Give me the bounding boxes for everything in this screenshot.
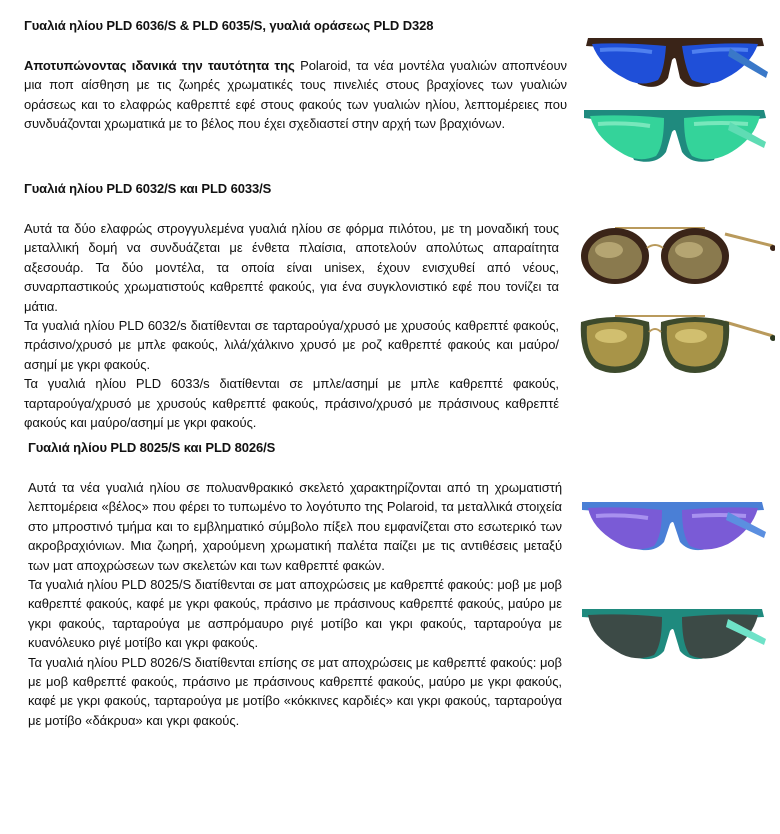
section-heading: Γυαλιά ηλίου PLD 8025/S και PLD 8026/S [28,440,276,455]
sunglasses-aviator-green-gold-icon [575,306,775,381]
intro-bold-text: Αποτυπώνοντας ιδανικά την ταυτότητα της [24,58,295,73]
sunglasses-blue-purple-mirror-icon [578,488,768,560]
sunglasses-teal-green-mirror-icon [580,100,770,170]
section-paragraph: Αυτά τα νέα γυαλιά ηλίου σε πολυανθρακικό σκελετό χαρακτηρίζονται από τη χρωματιστή λεπτομέρεια «βέλος» που φέρει το τυπωμένο το λογότυπο της Polaroid, τα μεταλλικά στοιχεία στο μπροστινό τμήμα και το εμβληματικό σύμβολο πίξελ που εμφανίζεται στο εσωτερικό των ακροβραχιόνιων. Μια ζωηρή, χαρούμενη χρωματική παλέτα παίζει με τις αντιθέσεις μεταξύ των ματ αποχρώσεων των σκελετών και των καθρεπτέ φακών. [28,480,562,573]
section-paragraph: Τα γυαλιά ηλίου PLD 8026/S διατίθενται επίσης σε ματ αποχρώσεις με καθρεπτέ φακούς: μοβ με μοβ καθρεπτέ φακούς, πράσινο με πράσινους καθρεπτέ φακούς, μαύρο με γκρι φακούς, καφέ με γκρι φακούς, ταρταρούγα με μοτίβο «κόκκινες καρδιές» και γκρι φακούς, ταρταρούγα με μοτίβο «δάκρυα» και γκρι φακούς. [28,654,562,728]
section-pld8025 [28,440,562,730]
intro-text: Polaroid, τα νέα μοντέλα γυαλιών αποπνέουν μια ποπ αίσθηση με τις ζωηρές χρωματικές τους πινελιές στους βραχίονες των γυαλιών οράσεως και το ελαφρώς καθρεπτέ εφέ στους φακούς των γυαλιών ηλίου, λεπτομέρειες που συνδυάζονται χρωματικά με το βέλος που έχει σχεδιαστεί στην αρχή των βραχιόνων. [24,58,567,132]
sunglasses-tortoise-blue-mirror-icon [580,26,770,96]
section-paragraph: Τα γυαλιά ηλίου PLD 6032/s διατίθενται σε ταρταρούγα/χρυσό με χρυσούς καθρεπτέ φακούς, πράσινο/χρυσό με μπλε φακούς, λιλά/χάλκινο χρυσό με ροζ καθρεπτέ φακούς και μαύρο/ασημί με γκρι φακούς. [24,318,559,372]
section-pld6032 [24,181,559,432]
sunglasses-teal-grey-lens-icon [578,597,768,669]
section-paragraph [24,56,567,134]
section-heading: Γυαλιά ηλίου PLD 6032/S και PLD 6033/S [24,181,272,196]
section-pld6036 [24,18,567,134]
section-paragraph: Αυτά τα δύο ελαφρώς στρογγυλεμένα γυαλιά ηλίου σε φόρμα πιλότου, με τη μοναδική τους μεταλλική δομή να συνδυάζεται με ένθετα πλαίσια, αποτελούν απολύτως απαραίτητα αξεσουάρ. Τα δύο μοντέλα, τα οποία είναι unisex, έχουν ενισχυθεί από νέους, συναρπαστικούς χρωματιστούς καθρεπτέ φακούς, για ένα συγκλονιστικό εφέ που τονίζει τα μάτια. [24,221,559,314]
sunglasses-aviator-tortoise-gold-icon [575,216,775,291]
section-paragraph: Τα γυαλιά ηλίου PLD 6033/s διατίθενται σε μπλε/ασημί με μπλε καθρεπτέ φακούς, ταρταρούγα/χρυσό με χρυσούς καθρεπτέ φακούς, πράσινο/χρυσό με πράσινους καθρεπτέ φακούς και μαύρο/ασημί με γκρι φακούς. [24,376,559,431]
section-paragraph: Τα γυαλιά ηλίου PLD 8025/S διατίθενται σε ματ αποχρώσεις με καθρεπτέ φακούς: μοβ με μοβ καθρεπτέ φακούς, καφέ με γκρι φακούς, πράσινο με πράσινους καθρεπτέ φακούς, μαύρο με γκρι φακούς, ταρταρούγα με ασπρόμαυρο ριγέ μοτίβο και γκρι φακούς, ταρταρούγα με κυανόλευκο ριγέ μοτίβο και γκρι φακούς. [28,577,562,651]
section-heading: Γυαλιά ηλίου PLD 6036/S & PLD 6035/S, γυαλιά οράσεως PLD D328 [24,18,434,33]
